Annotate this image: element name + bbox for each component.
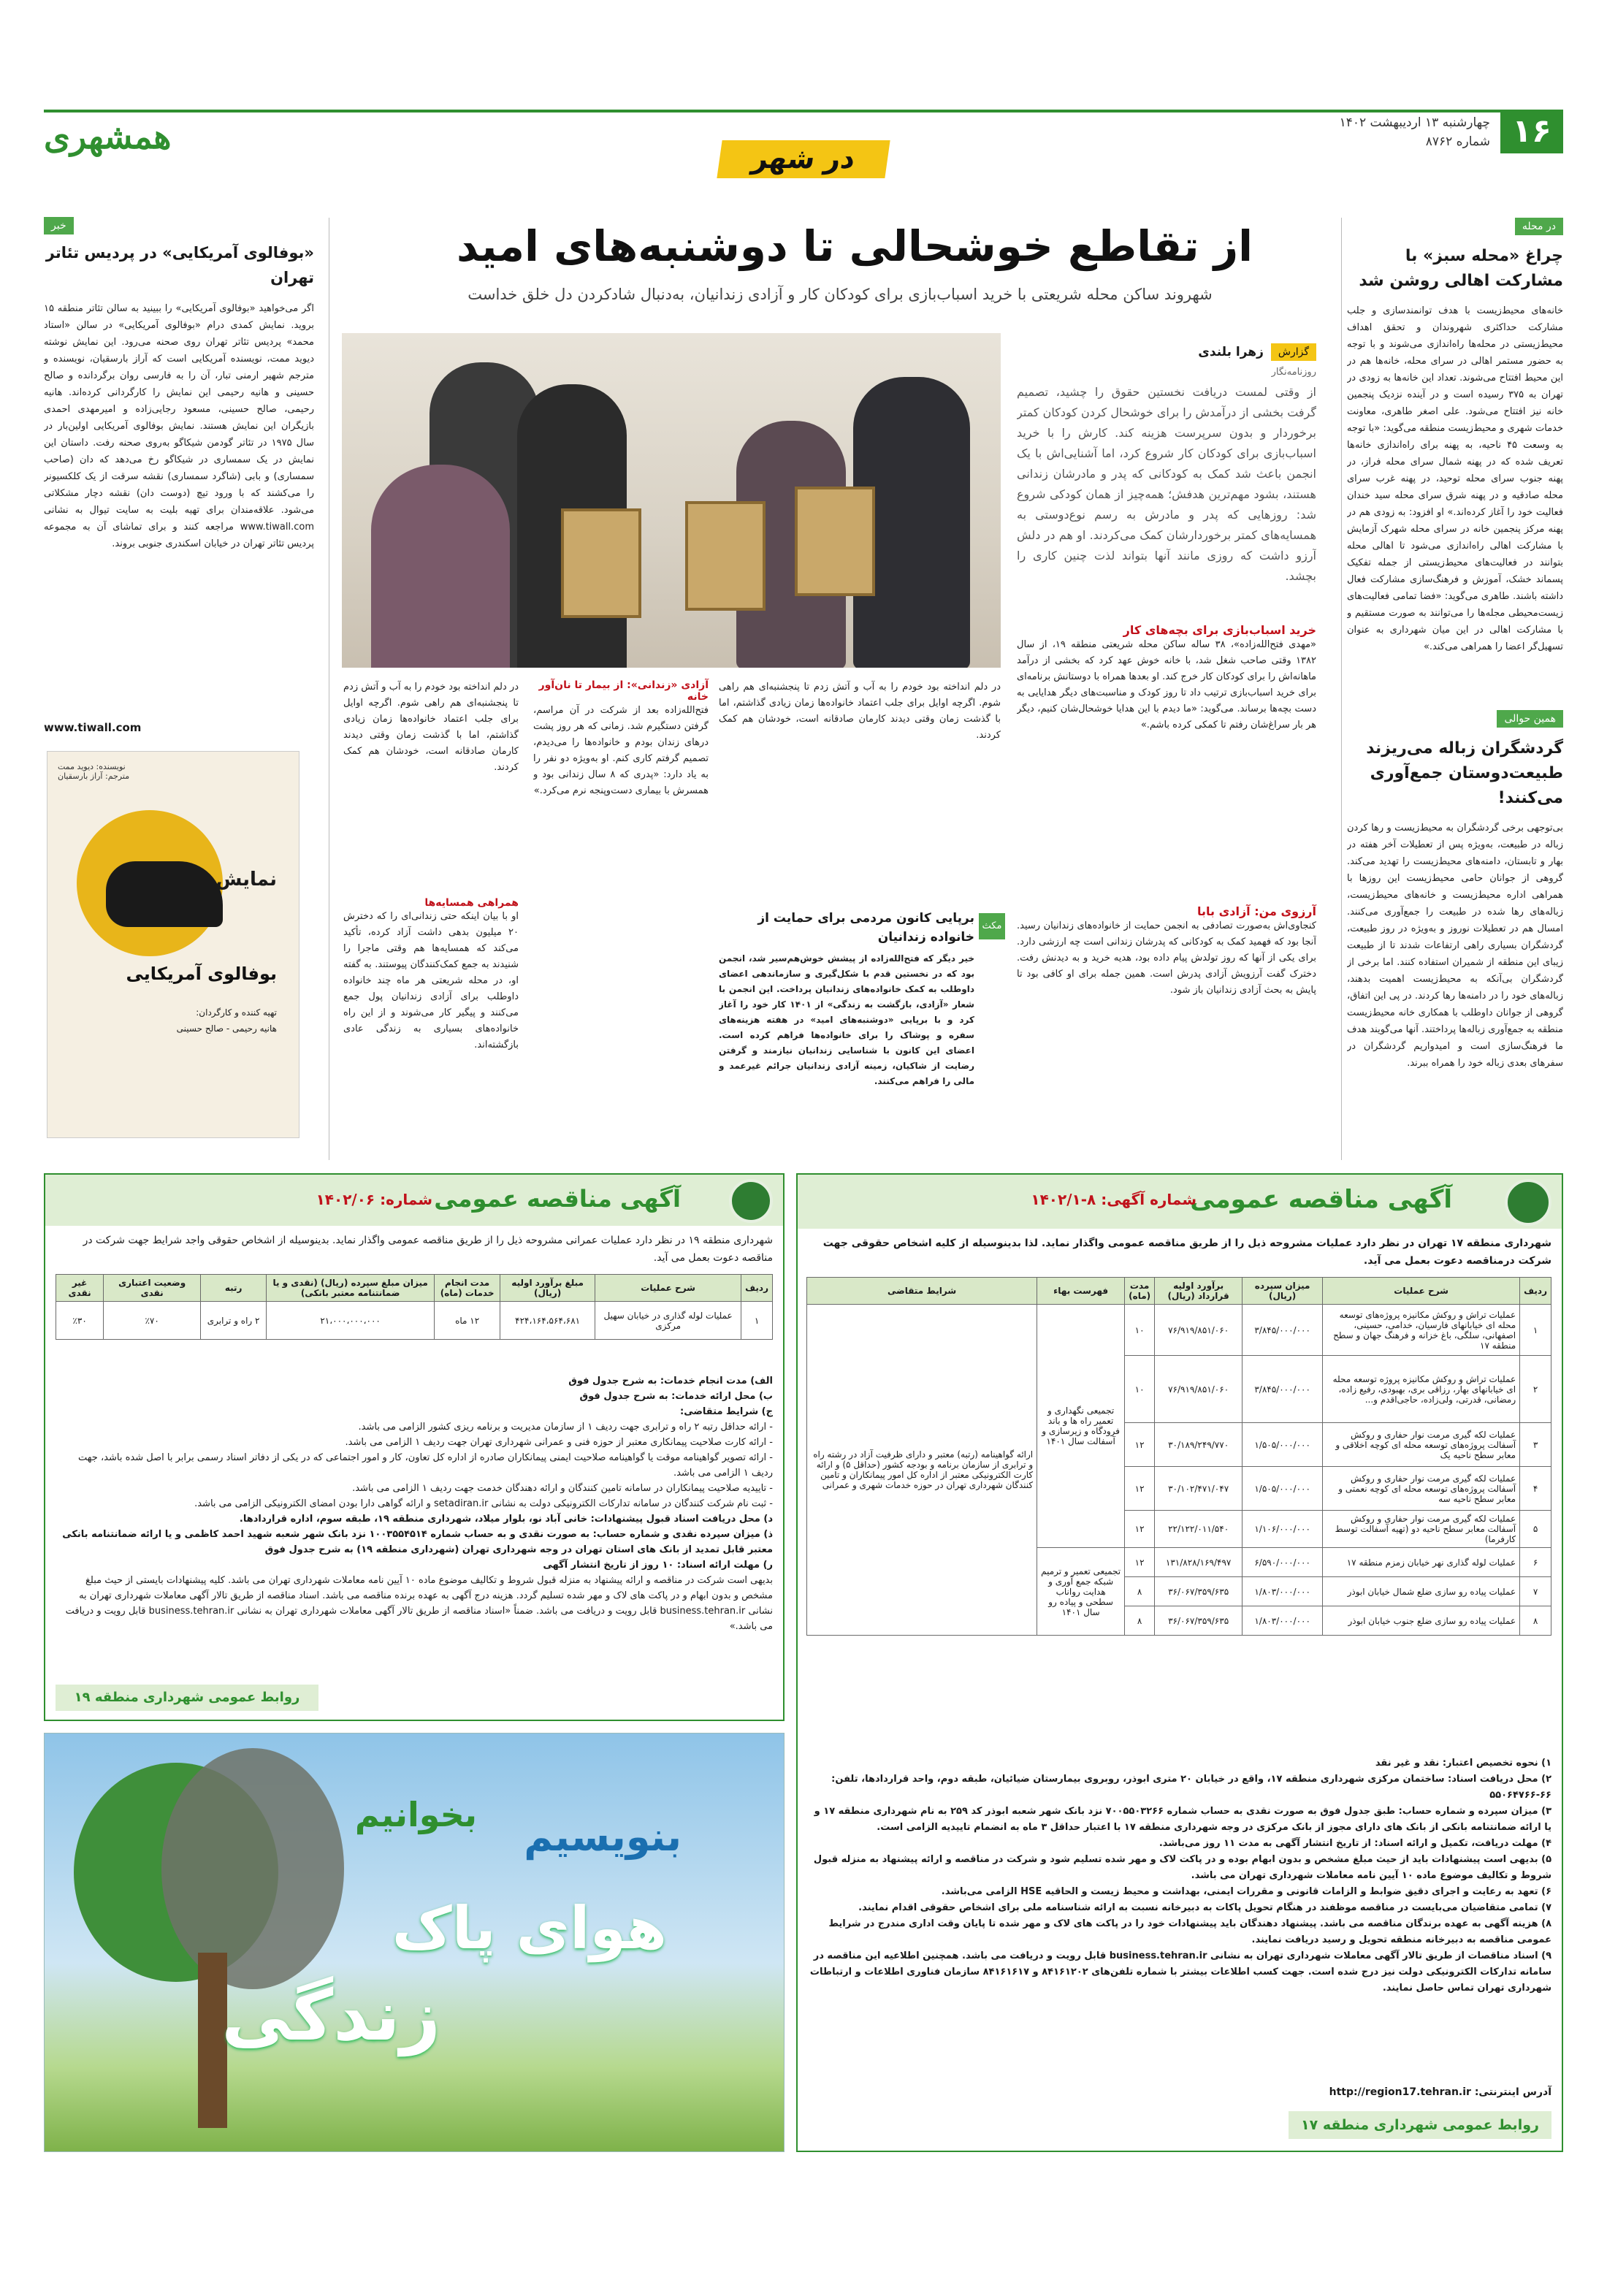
cell: عملیات لوله گذاری نهر خیابان زمزم منطقه ۱۷	[1323, 1548, 1520, 1577]
poster-credit: تهیه کننده و کارگردان:	[196, 1007, 277, 1018]
paragraph: در دلم انداخته بود خودم را به آب و آتش زدم تا پنجشنبه‌ای هم راهی شوم. اگرچه اوایل برای جلب اعتماد خانواده‌ها زمان زیادی گذاشتم، اما با گذشت زمان وقتی دیدند کارمان صادقانه است، خودشان هم کمک کردند.	[719, 682, 1001, 741]
main-headline: از تقاطع خوشحالی تا دوشنبه‌های امید	[456, 221, 1253, 271]
report-column	[1017, 343, 1316, 1111]
cell: تجمیعی تعمیر و ترمیم شبکه جمع آوری و هدایت رواناب سطحی و پیاده رو سال ۱۴۰۱	[1037, 1548, 1125, 1636]
ad-number: شماره آگهی: ۸-۱۴۰۲/۱	[1031, 1191, 1196, 1208]
cell: ۷۶/۹۱۹/۸۵۱/۰۶۰	[1155, 1305, 1243, 1356]
col-header: مبلغ برآورد اولیه (ریال)	[500, 1275, 595, 1302]
col-header: ردیف	[741, 1275, 773, 1302]
main-subhead: شهروند ساکن محله شریعتی با خرید اسباب‌بازی برای کودکان کار و آزادی زندانیان، به‌دنبال شادکردن دل خلق خداست	[467, 286, 1213, 303]
cell: ۲۱،۰۰۰،۰۰۰،۰۰۰	[267, 1302, 435, 1340]
sidebar-title: برپایی کانون مردمی برای حمایت از خانواده زندانیان	[757, 911, 974, 945]
paragraph: کنجاوی‌اش به‌صورت تصادفی به انجمن حمایت از خانواده‌های زندانیان رسید. آنجا بود که فهمید کمک به کودکانی که پدرشان زندانی است چه ارزشی دارد. برای یکی از آنها که روز تولدش پیام داده بود، هدیه خرید و به دیدنش رفت. دخترک گفت آرزویش آزادی پدرش است. همین جمله برای او کافی بود تا پایش به بحث آزادی زندانیان باز شود.	[1017, 920, 1316, 996]
poster-credit: مترجم: آراز بارسقیان	[58, 771, 130, 781]
cell: ۵	[1520, 1511, 1551, 1548]
cell: ٪۳۰	[56, 1302, 104, 1340]
person-silhouette	[371, 465, 510, 668]
column-divider	[1341, 218, 1342, 1160]
section-title: در شهر	[717, 140, 890, 178]
story-title: گردشگران زباله می‌ریزند طبیعت‌دوستان جمع‌آوری می‌کنند!	[1366, 739, 1563, 807]
cell: ۳۰/۱۰۲/۴۷۱/۰۴۷	[1155, 1467, 1243, 1511]
ad-intro: شهرداری منطقه ۱۷ تهران در نظر دارد عملیات مشروحه ذیل را از طریق مناقصه عمومی واگذار نماید. لذا بدینوسیله از کلیه اشخاص حقوقی جهت شرکت درمناقصه دعوت بعمل می آید.	[822, 1237, 1551, 1267]
cell: ۱۲	[1125, 1423, 1155, 1467]
cell: عملیات تراش و روکش مکانیزه پروژه‌های توسعه محله ای خیابانهای فارسیان، خدامی، حسینی، اصفهانی، سلگی، باغ خزانه و فرهنگ جهان و سطح منطقه ۱۷	[1323, 1305, 1520, 1356]
cell: ۱۲	[1125, 1548, 1155, 1577]
story-column	[343, 679, 519, 1128]
poster-word: نمایش	[215, 869, 277, 890]
note: ۱) نحوه تخصیص اعتبار: نقد و غیر نقد	[1375, 1758, 1551, 1769]
note: ۷) تمامی متقاضیان می‌بایست در مناقصه موظفند در هنگام تحویل پاکات به دبیرخانه نسبت به ارائه شناسنامه ملی برای اشخاص حقوقی اقدام نمایند.	[858, 1902, 1551, 1913]
col-header: وضعیت اعتباری نقدی	[104, 1275, 201, 1302]
cell: عملیات پیاده رو سازی ضلع جنوب خیابان ابوذر	[1323, 1606, 1520, 1636]
col-header: مدت انجام خدمات (ماه)	[435, 1275, 500, 1302]
cell: ۲۲/۱۲۲/۰۱۱/۵۴۰	[1155, 1511, 1243, 1548]
cell: ۲	[1520, 1356, 1551, 1423]
cell: ۳۶/۰۶۷/۳۵۹/۶۳۵	[1155, 1577, 1243, 1606]
cell: ۶/۵۹۰/۰۰۰/۰۰۰	[1243, 1548, 1323, 1577]
section-tag: همین حوالی	[1497, 710, 1563, 728]
cell: ۱۲ ماه	[435, 1302, 500, 1340]
cell: ۳۶/۰۶۷/۳۵۹/۶۳۵	[1155, 1606, 1243, 1636]
site-link[interactable]: http://region17.tehran.ir	[1329, 2086, 1471, 2098]
cell: عملیات لکه گیری مرمت نوار حفاری و روکش آسفالت معابر سطح ناحیه دو (تهیه آسفالت توسط کارفرما)	[1323, 1511, 1520, 1548]
cell: ۷۶/۹۱۹/۸۵۱/۰۶۰	[1155, 1356, 1243, 1423]
ad-notes	[806, 1755, 1551, 2077]
report-tag: گزارش	[1271, 343, 1316, 361]
subheading: آرزوی من: آزادی بابا	[1196, 904, 1316, 918]
ad-notes	[56, 1373, 773, 1673]
tender-ad-17	[796, 1173, 1563, 2152]
clean-air-banner	[44, 1733, 785, 2152]
note: - ارائه کارت صلاحیت پیمانکاری معتبر از حوزه فنی و عمرانی شهرداری تهران جهت ردیف ۱ الزامی می باشد.	[345, 1437, 773, 1448]
cell: ۶	[1520, 1548, 1551, 1577]
plaque	[795, 487, 875, 596]
col-header: شرح عملیات	[595, 1275, 741, 1302]
note: بدیهی است شرکت در مناقصه و ارائه پیشنهاد به منزله قبول شروط و تکالیف موضوع ماده ۱۰ آیین نامه معاملات شهرداری تهران می باشد. کلیه پیشنهادات بایستی از حیث مبلغ مشخص و بدون ابهام و در پاکت های لاک و مهر شده تسلیم گردد. هزینه درج آگهی به عهده برنده مناقصه می باشد. اسناد مناقصه از طریق تالار آگهی معاملات شهرداری تهران به نشانی business.tehran.ir قابل رویت و دریافت می باشد. ضمناً «اسناد مناقصه از طریق تالار آگهی معاملات شهرداری تهران به نشانی business.tehran.ir قابل رویت و دریافت می باشد.»	[65, 1575, 773, 1632]
page-number: ۱۶	[1500, 110, 1563, 153]
banner-text: زندگی	[221, 1975, 440, 2056]
col-header: غیر نقدی	[56, 1275, 104, 1302]
note: ۲) محل دریافت اسناد: ساختمان مرکزی شهرداری منطقه ۱۷، واقع در خیابان ۲۰ متری ابوذر، روبروی بیمارستان ضیائیان، طبقه دوم، واحد قراردادها، تلفن: ۶۶-۵۵۰۶۴۷۶۶	[831, 1774, 1551, 1801]
note: ر) مهلت ارائه اسناد: ۱۰ روز از تاریخ انتشار آگهی	[543, 1560, 773, 1571]
cell: ۱/۸۰۳/۰۰۰/۰۰۰	[1243, 1577, 1323, 1606]
note: ۹) اسناد مناقصات از طریق تالار آگهی معاملات شهرداری تهران به نشانی business.tehran.ir قابل رویت و دریافت می باشد. همچنین اطلاعیه این مناقصه در سامانه تدارکات الکترونیکی دولت نیز درج شده است. جهت کسب اطلاعات بیشتر با شماره تلفن‌های ۸۴۱۶۱۲۰۲ و ۸۴۱۶۱۶۱۷ سازمان فناوری اطلاعات و ارتباطات شهرداری تهران تماس حاصل نمایند.	[809, 1950, 1551, 1994]
paragraph: او با بیان اینکه حتی زندانی‌ای را که دخترش ۲۰ میلیون بدهی داشت آزاد کرده، تأکید می‌کند که همسایه‌ها هم وقتی ماجرا را شنیدند به جمع کمک‌کنندگان پیوستند. به گفته او، در محله شریعتی هر ماه چند خانواده داوطلب برای آزادی زندانیان پول جمع می‌کنند و پیگیر کار می‌شوند و از این راه خانواده‌های بسیاری به زندگی عادی بازگشته‌اند.	[343, 911, 519, 1050]
cell: ۲ راه و ترابری	[201, 1302, 267, 1340]
left-column	[44, 218, 314, 734]
col-header: شرح عملیات	[1323, 1278, 1520, 1305]
ad-intro: شهرداری منطقه ۱۹ در نظر دارد عملیات عمرانی مشروحه ذیل را از طریق مناقصه عمومی واگذار نماید. بدینوسیله از اشخاص حقوقی واجد شرایط جهت شرکت در مناقصه دعوت بعمل می آید.	[83, 1235, 773, 1264]
poster-title: بوفالوی آمریکایی	[126, 964, 277, 984]
note: ۳) میزان سپرده و شماره حساب: طبق جدول فوق به صورت نقدی به حساب شماره ۷۰۰۵۵۰۳۲۶۶ نزد بانک شهر شعبه ابوذر کد ۲۵۹ به نام شهرداری منطقه ۱۷ و یا ارائه ضمانتنامه بانکی از بانک های دارای مجوز از بانک مرکزی در وجه شهرداری منطقه ۱۷ با اعتبار حداقل ۳ ماه به انضمام تاییدیه الزامی است.	[814, 1806, 1551, 1833]
col-header: فهرست بهاء	[1037, 1278, 1125, 1305]
ad-title: آگهی مناقصه عمومی	[434, 1185, 681, 1213]
col-header: میزان سپرده (ریال)	[1243, 1278, 1323, 1305]
cell: ۳	[1520, 1423, 1551, 1467]
cell: ۱۰	[1125, 1356, 1155, 1423]
cell: عملیات لکه گیری مرمت نوار حفاری و روکش آسفالت پروژه‌های توسعه محله ای کوچه نعمتی و معابر سطح ناحیه سه	[1323, 1467, 1520, 1511]
sidebar-box	[719, 909, 974, 1105]
subheading: آزادی «زندانی»: از بیمار تا نان‌آور خانه	[538, 679, 709, 703]
note: ج) شرایط متقاضی:	[680, 1406, 773, 1417]
issue-number: شماره ۸۷۶۲	[1425, 134, 1490, 149]
ad-footer: روابط عمومی شهرداری منطقه ۱۹	[56, 1685, 318, 1711]
cell: ارائه گواهینامه (رتبه) معتبر و دارای ظرفیت آزاد در رشته راه و ترابری از سازمان برنامه و بودجه کشور (حداقل ۵) و ارائه کارت الکترونیکی معتبر از اداره کل امور پیمانکاران و تامین کنندگان شهرداری تهران در حوزه خدمات شهری و عمرانی	[807, 1305, 1037, 1636]
ad-title: آگهی مناقصه عمومی	[1190, 1185, 1452, 1214]
lead-paragraph: از وقتی لمست دریافت نخستین حقوق را چشید، تصمیم گرفت بخشی از درآمدش را برای خوشحال کردن کودکان کمتر برخوردار و بدون سرپرست هزینه کند. کارش را با خرید اسباب‌بازی برای کودکان کار شروع کرد، اما آشنایی‌اش با یک انجمن باعث شد کمک به کودکانی که پدر و مادرشان زندانی هستند، بشود مهم‌ترین هدفش؛ همه‌چیز از همان کودکی شروع شد: روزهایی که پدر و مادرش به رسم نوع‌دوستی به همسایه‌های کمتر برخوردارشان کمک می‌کردند. او هم در دلش آرزو داشت که روزی مانند آنها بتواند لذت چنین کاری را بچشد.	[1017, 385, 1316, 583]
note: ۵) بدیهی است پیشنهادات باید از حیث مبلغ مشخص و بدون ابهام بوده و در پاکت لاک و مهر شده تسلیم شود و شرکت در مناقصه و ارائه پیشنهاد به منزله قبول شروط و تکالیف موضوع ماده ۱۰ آیین نامه معاملات شهرداری تهران می باشد.	[813, 1854, 1551, 1881]
note: ب) محل ارائه خدمات: به شرح جدول فوق	[579, 1391, 773, 1402]
story-photo	[342, 333, 1001, 668]
tree-foliage	[161, 1748, 344, 1989]
story-column	[533, 679, 709, 885]
poster-art	[106, 861, 223, 927]
banner-text: بنویسیم	[524, 1814, 682, 1860]
col-header: مدت (ماه)	[1125, 1278, 1155, 1305]
sidebar-box: مکث	[979, 913, 1005, 939]
sidebar-body: خیر دیگر که فتح‌الله‌زاده از پیشش خوش‌هم‌سیر شد، انجمن بود که در نخستین قدم با شکل‌گیری و سازماندهی اعضای داوطلب به کمک خانواده‌های زندانیان پرداخت. این انجمن با شعار «آزادی، بازگشت به زندگی» از ۱۴۰۱ کار خود را آغاز کرد و با برپایی «دوشنبه‌های امید» در هفته هزینه‌های سفره و پوشاک را برای خانواده‌ها فراهم کرده است. اعضای این کانون با شناسایی زندانیان نیازمند و گرفتن رضایت از شاکیان، زمینه آزادی زندانیان جرائم غیرعمد و مالی را فراهم می‌کنند.	[719, 953, 974, 1086]
note: - ارائه حداقل رتبه ۲ راه و ترابری جهت ردیف ۱ از سازمان مدیریت و برنامه ریزی کشور الزامی می باشد.	[358, 1422, 773, 1433]
cell: ۱۳۱/۸۲۸/۱۶۹/۴۹۷	[1155, 1548, 1243, 1577]
col-header: رتبه	[201, 1275, 267, 1302]
subheading: همراهی همسایه‌ها	[424, 897, 519, 909]
cell: ۳/۸۴۵/۰۰۰/۰۰۰	[1243, 1356, 1323, 1423]
issue-date: چهارشنبه ۱۳ اردیبهشت ۱۴۰۲	[1339, 115, 1490, 130]
note: ۸) هزینه آگهی به عهده برندگان مناقصه می باشد. پیشنهاد دهندگان باید پیشنهادات خود را در پاکت های لاک و مهر شده تا پایان وقت اداری مندرج در شرایط عمومی مناقصه به دبیرخانه منطقه تحویل و رسید دریافت نمایند.	[828, 1918, 1551, 1945]
section-tag: در محله	[1515, 218, 1563, 235]
note: - تاییدیه صلاحیت پیمانکاران در سامانه تامین کنندگان و ارائه دهندگان خدمت جهت ردیف ۱ الزامی می باشد.	[352, 1483, 773, 1494]
plaque	[561, 508, 641, 618]
poster-credit: نویسنده: دیوید ممت	[58, 762, 126, 771]
cell: ۴۲۴،۱۶۴،۵۶۴،۶۸۱	[500, 1302, 595, 1340]
paragraph: در دلم انداخته بود خودم را به آب و آتش زدم تا پنجشنبه‌ای هم راهی شوم. اگرچه اوایل برای جلب اعتماد خانواده‌ها زمان زیادی گذاشتم، اما با گذشت زمان وقتی دیدند کارمان صادقانه است، خودشان هم کمک کردند.	[343, 682, 519, 773]
table-row	[807, 1305, 1551, 1356]
col-header: برآورد اولیه قرارداد (ریال)	[1155, 1278, 1243, 1305]
plaque	[685, 501, 766, 611]
cell: ۷	[1520, 1577, 1551, 1606]
story-body: خانه‌های محیط‌زیست با هدف توانمندسازی و جلب مشارکت حداکثری شهروندان و تحقق اهداف محیط‌زیستی در محله‌ها راه‌اندازی می‌شوند و با توجه به حضور مستمر اهالی در سرای محله، خانه‌ها هم در این محیط افتتاح می‌شوند. تعداد این خانه‌ها به زودی در تهران به ۳۷۵ رسیده است و در آینده نزدیک پنجمین خانه نیز افتتاح می‌شود. علی اصغر طاهری، معاونت خدمات شهری و محیط‌زیست منطقه می‌گوید: «با توجه به وسعت ۴۵ ناحیه، به پهنه برای راه‌اندازی خانه‌ها تعریف شده که در پهنه شمال سرای محله فراز، در پهنه جنوب سرای محله توحید، در پهنه غرب سرای محله صادقیه و در پهنه شرق سرای محله سید خندان فعالیت خود را آغاز کرده‌اند.» او افزود: به زودی هم در پهنه مرکز پنجمین خانه در سرای محله شهرک آزمایش با مشارکت اهالی راه‌اندازی می‌شود تا اهالی محله بتوانند در فعالیت‌های محیط‌زیستی از جمله تفکیک پسماند خشک، آموزش و فرهنگ‌سازی مشارکت فعال داشته باشند. طاهری می‌گوید: «فضا تمامی فعالیت‌های زیست‌محیطی مجله‌ها را می‌توانند به صورت مستقیم و با مشارکت اهالی در این میان شهرداری به عنوان تسهیل‌گر اعضا را همراهی می‌کند.»	[1347, 305, 1563, 652]
play-poster	[47, 751, 299, 1138]
col-header: میزان مبلغ سپرده (ریال) (نقدی و یا ضمانتنامه معتبر بانکی)	[267, 1275, 435, 1302]
note: - ارائه تصویر گواهینامه موقت یا گواهینامه صلاحیت ایمنی پیمانکاران صادره از اداره کل تعاون، کار و امور اجتماعی که در یکی از دفاتر اسناد رسمی برابر با اصل شده باشد، جهت ردیف ۱ الزامی می باشد.	[78, 1452, 773, 1479]
cell: ٪۷۰	[104, 1302, 201, 1340]
col-header: ردیف	[1520, 1278, 1551, 1305]
poster-credit: هانیه رحیمی - صالح حسینی	[176, 1023, 277, 1034]
cell: ۱/۵۰۵/۰۰۰/۰۰۰	[1243, 1423, 1323, 1467]
paragraph: «مهدی فتح‌الله‌زاده»، ۳۸ ساله ساکن محله شریعتی منطقه ۱۹، از سال ۱۳۸۲ وقتی صاحب شغل شد، با خانه خوش عهد کرد که بخشی از درآمد ماهانه‌اش را برای کودکان کار خرج کند. او بعدها همراه با دوستانش برنامه‌ای برای خرید اسباب‌بازی ترتیب داد تا روز کودک و مناسبت‌های دیگر هدایایی به دست بچه‌ها برساند. می‌گوید: «ما دیدم با این هدایا خوشحال‌شان کنیم، دیگر هر بار سراغ‌شان رفتم تا کمکی کرده باشم.»	[1017, 639, 1316, 731]
municipality-logo	[729, 1179, 773, 1223]
story-body: بی‌توجهی برخی گردشگران به محیط‌زیست و رها کردن زباله در طبیعت، به‌ویژه پس از تعطیلات آخر هفته در بهار و تابستان، دامنه‌های محیط‌زیست را تهدید می‌کند. گروهی از جوانان حامی محیط‌زیست این روزها با همراهی اداره محیط‌زیست و خانه‌های محیط‌زیست، زباله‌های رها شده در طبیعت را جمع‌آوری می‌کنند. امسال هم در تعطیلات نوروز و به‌ویژه در روز طبیعت، گردشگران بسیاری راهی ارتفاعات شدند تا از طبیعت زیبای این منطقه از شمیران استفاده کنند. اما برخی از گردشگران بی‌آنکه به محیط‌زیست اهمیت بدهند، زباله‌های خود را در دامنه‌ها رها کردند. در پی این اتفاق، گروهی از جوانان داوطلب با همکاری خانه محیط‌زیست منطقه به جمع‌آوری زباله‌ها پرداختند. آنها می‌گویند هدف ما فرهنگ‌سازی است و امیدواریم گردشگران در سفرهای بعدی زباله خود را همراه ببرند.	[1347, 823, 1563, 1069]
site-label: آدرس اینترنتی:	[1474, 2086, 1551, 2098]
story-body: اگر می‌خواهید «بوفالوی آمریکایی» را ببینید به سالن تئاتر منطقه ۱۵ بروید. نمایش کمدی درام «بوفالوی آمریکایی» در سالن «استاد محمد» پردیس تئاتر تهران روی صحنه می‌رود. این نمایش نوشته دیوید ممت، نویسنده آمریکایی است که آراز بارسقیان، نویسنده و مترجم شهیر ارمنی تبار، آن را به فارسی روان برگردانده و صالح حسینی و هانیه رحیمی این نمایش را کارگردانی کرده‌اند. هانیه رحیمی، صالح حسینی، مسعود رجایی‌زاده و امیرمهدی احمدی بازیگران این نمایش هستند. نمایش بوفالوی آمریکایی اولین‌بار در سال ۱۹۷۵ در تئاتر گودمن شیکاگو به‌روی صحنه رفت. داستان این نمایش در یک سمساری در شیکاگو رخ می‌دهد که دان (صاحب سمساری) و بابی (شاگرد سمساری) نقشه سرقت از یک کلکسیونر را می‌کشند که با ورود تیچ (دوست دان) نقشه دچار مشکلاتی می‌شود. علاقه‌مندان برای تهیه بلیت به سایت تیوال به نشانی www.tiwall.com مراجعه کنند و برای تماشای آن به مجموعه پردیس تئاتر تهران در خیابان اسکندری جنوبی بروند.	[44, 303, 314, 549]
right-column	[1347, 218, 1563, 1229]
tender-ad-19	[44, 1173, 785, 1721]
note: د) محل دریافت اسناد قبول پیشنهادات: خانی آباد نو، بلوار میلاد، شهرداری منطقه ۱۹، طبقه سوم، اداره قراردادها.	[239, 1514, 773, 1525]
ad-footer: روابط عمومی شهرداری منطقه ۱۷	[1289, 2111, 1551, 2139]
author-name: زهرا بلندی	[1198, 345, 1264, 359]
brand-logo: همشهری	[44, 117, 172, 156]
note: ۴) مهلت دریافت، تکمیل و ارائه اسناد: از تاریخ انتشار آگهی به مدت ۱۱ روز می‌باشد.	[1159, 1838, 1551, 1849]
paragraph: فتح‌الله‌زاده بعد از شرکت در آن مراسم، گرفتن دستگیرم شد. زمانی که هر روز پشت درهای زندان بودم و خانواده‌ها را می‌دیدم، تصمیم گرفتم کاری کنم. او به‌ویژه دو نفر را به یاد دارد: «پدری که ۸ سال زندانی بود و همسرش با بیماری دست‌وپنجه نرم می‌کرد.»	[533, 705, 709, 796]
cell: ۴	[1520, 1467, 1551, 1511]
cell: تجمیعی نگهداری و تعمیر راه ها و باند فرودگاه و زیرسازی و آسفالت سال ۱۴۰۱	[1037, 1305, 1125, 1548]
banner-text: هوای پاک	[392, 1894, 667, 1962]
cell: ۱	[741, 1302, 773, 1340]
cell: ۳/۸۴۵/۰۰۰/۰۰۰	[1243, 1305, 1323, 1356]
author-role: روزنامه‌نگار	[1271, 367, 1316, 378]
note: ذ) میزان سپرده نقدی و شماره حساب: به صورت نقدی و به حساب شماره ۱۰۰۳۵۵۴۵۱۴ نزد بانک شهر شعبه شهید احمد کاظمی و یا ارائه ضمانتنامه بانکی معتبر قابل تمدید از بانک های استان تهران در وجه شهرداری تهران (شهرداری منطقه ۱۹) به شرح جدول فوق	[62, 1529, 773, 1555]
ticket-link[interactable]: www.tiwall.com	[44, 721, 142, 734]
ad-table	[56, 1274, 773, 1340]
cell: ۳۰/۱۸۹/۲۴۹/۷۷۰	[1155, 1423, 1243, 1467]
cell: ۱۲	[1125, 1511, 1155, 1548]
cell: ۱/۱۰۶/۰۰۰/۰۰۰	[1243, 1511, 1323, 1548]
section-tag: خبر	[44, 217, 74, 234]
ad-number: شماره: ۱۴۰۲/۰۶	[316, 1191, 432, 1208]
note: الف) مدت انجام خدمات: به شرح جدول فوق	[568, 1376, 773, 1387]
cell: ۸	[1125, 1606, 1155, 1636]
cell: ۱۰	[1125, 1305, 1155, 1356]
cell: ۱/۵۰۵/۰۰۰/۰۰۰	[1243, 1467, 1323, 1511]
story-title: «بوفالوی آمریکایی» در پردیس تئاتر تهران	[45, 244, 314, 286]
table-row	[56, 1302, 773, 1340]
story-title: چراغ «محله سبز» با مشارکت اهالی روشن شد	[1359, 247, 1563, 290]
subheading: خرید اسباب‌بازی برای بچه‌های کار	[1123, 623, 1316, 637]
cell: عملیات پیاده رو سازی ضلع شمال خیابان ابوذر	[1323, 1577, 1520, 1606]
cell: ۸	[1125, 1577, 1155, 1606]
col-header: شرایط متقاضی	[807, 1278, 1037, 1305]
page-header	[44, 110, 1563, 112]
cell: ۸	[1520, 1606, 1551, 1636]
cell: عملیات تراش و روکش مکانیزه پروژه توسعه محله ای خیابانهای بهار، رزاقی بری، بهبودی، رفیع زاده، رمضانی، قدرتی، ولی‌زاده، حاجی‌اقدم و...	[1323, 1356, 1520, 1423]
cell: ۱۲	[1125, 1467, 1155, 1511]
ad-table	[806, 1277, 1551, 1636]
cell: ۱	[1520, 1305, 1551, 1356]
cell: عملیات لکه گیری مرمت نوار حفاری و روکش آسفالت پروژه‌های توسعه محله ای کوچه اخلاقی و معابر سطح ناحیه یک	[1323, 1423, 1520, 1467]
story-column	[719, 679, 1001, 899]
cell: عملیات لوله گذاری در خیابان سهیل مرکزی	[595, 1302, 741, 1340]
cell: ۱/۸۰۳/۰۰۰/۰۰۰	[1243, 1606, 1323, 1636]
note: ۶) تعهد به رعایت و اجرای دقیق ضوابط و الزامات قانونی و مقررات ایمنی، بهداشت و محیط زیست و الحاقیه HSE الزامی می‌باشد.	[941, 1886, 1551, 1897]
note: - ثبت نام شرکت کنندگان در سامانه تدارکات الکترونیکی دولت به نشانی setadiran.ir و ارائه گواهی دارا بودن امضای الکترونیکی الزامی می باشد.	[194, 1498, 773, 1509]
municipality-logo	[1505, 1179, 1551, 1226]
ad-site-row	[1329, 2086, 1551, 2098]
banner-text: بخوانیم	[354, 1795, 477, 1834]
